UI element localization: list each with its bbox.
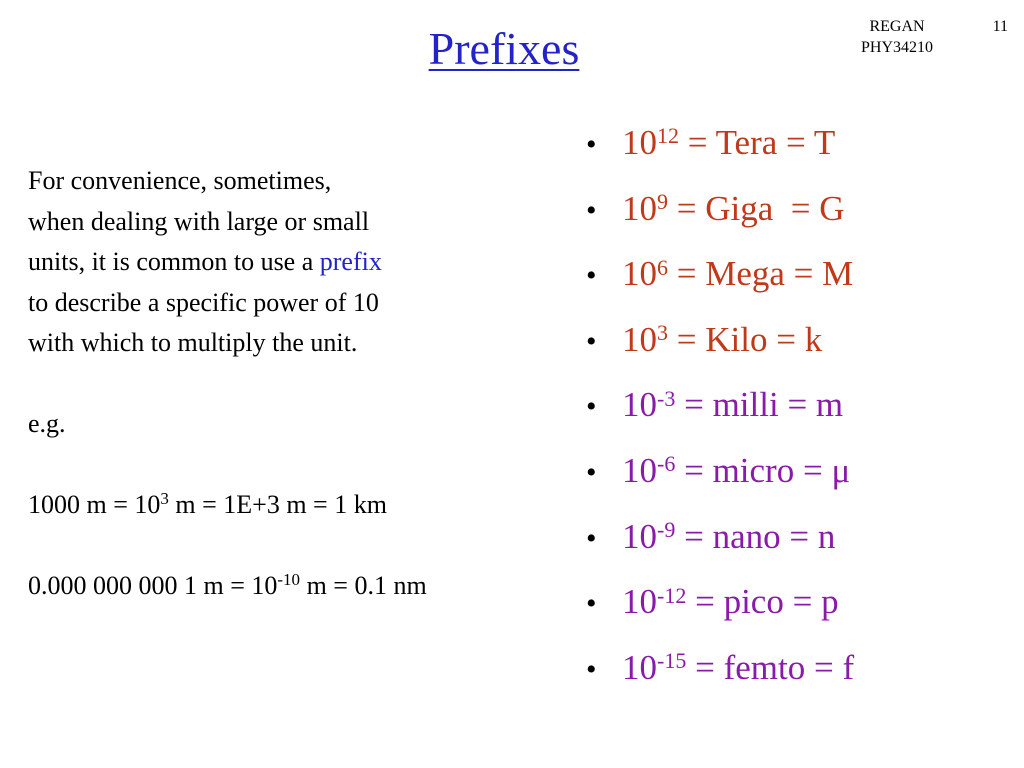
explanation-text	[28, 161, 573, 607]
text-line: when dealing with large or small	[28, 206, 370, 236]
prefix-item	[586, 241, 1016, 307]
bullet-icon: •	[586, 390, 597, 424]
prefix-definition: = Giga = G	[668, 188, 845, 228]
exponent: 3	[160, 489, 169, 509]
author-label: REGAN	[869, 18, 925, 35]
course-code: PHY34210	[860, 39, 933, 56]
spacer	[28, 526, 573, 567]
prefix-exponent: 6	[657, 254, 668, 280]
prefix-base: 10	[622, 647, 657, 687]
prefix-definition: = milli = m	[675, 385, 844, 425]
prefix-item	[586, 110, 1016, 176]
prefix-definition: = Tera = T	[679, 123, 836, 162]
prefix-item	[586, 372, 1016, 438]
slide-number: 11	[992, 18, 1008, 35]
text-line: For convenience, sometimes,	[28, 166, 332, 195]
bullet-icon: •	[586, 193, 597, 227]
text-line	[28, 242, 573, 283]
prefix-base: 10	[622, 450, 657, 490]
prefix-exponent: -3	[657, 385, 676, 411]
prefix-exponent: -15	[657, 648, 687, 674]
prefix-item	[586, 307, 1016, 373]
bullet-icon: •	[586, 259, 597, 293]
prefix-definition: = nano = n	[675, 516, 836, 556]
text-line: to describe a specific power of 10	[28, 287, 379, 317]
prefix-base: 10	[622, 254, 657, 294]
prefix-definition: = micro = μ	[675, 450, 851, 490]
prefix-exponent: 9	[657, 188, 668, 214]
spacer	[28, 364, 573, 405]
prefix-definition: = pico = p	[686, 582, 839, 622]
prefix-base: 10	[622, 516, 657, 556]
spacer	[28, 445, 573, 486]
text-fragment: 1000 m = 10	[28, 490, 161, 519]
bullet-icon: •	[586, 587, 597, 621]
prefix-keyword: prefix	[319, 247, 382, 276]
prefix-base: 10	[622, 188, 657, 228]
prefix-list	[586, 110, 1016, 700]
prefix-base: 10	[622, 123, 657, 162]
slide-title: Prefixes	[428, 23, 580, 74]
text-fragment: 0.000 000 000 1 m = 10	[28, 571, 278, 600]
text-fragment: units, it is common to use a	[28, 247, 320, 276]
prefix-item	[586, 635, 1016, 701]
prefix-definition: = Kilo = k	[668, 319, 823, 359]
bullet-icon: •	[586, 324, 597, 358]
prefix-exponent: 3	[657, 320, 668, 346]
exponent: -10	[277, 570, 301, 590]
prefix-definition: = femto = f	[686, 647, 855, 687]
text-line: with which to multiply the unit.	[28, 328, 358, 357]
prefix-item	[586, 176, 1016, 242]
prefix-exponent: -6	[657, 451, 676, 477]
prefix-exponent: -12	[657, 582, 687, 608]
prefix-exponent: -9	[657, 516, 676, 542]
prefix-item	[586, 438, 1016, 504]
example-nanometer	[28, 566, 573, 607]
prefix-base: 10	[622, 385, 657, 425]
bullet-icon: •	[586, 128, 597, 161]
example-kilometer	[28, 485, 573, 526]
prefix-item	[586, 569, 1016, 635]
prefix-definition: = Mega = M	[668, 254, 854, 294]
prefix-exponent: 12	[657, 123, 679, 149]
bullet-icon: •	[586, 652, 597, 686]
bullet-icon: •	[586, 521, 597, 555]
prefix-base: 10	[622, 319, 657, 359]
prefix-item	[586, 504, 1016, 570]
bullet-icon: •	[586, 455, 597, 489]
example-label: e.g.	[28, 409, 66, 438]
text-fragment: m = 0.1 nm	[300, 571, 427, 600]
text-fragment: m = 1E+3 m = 1 km	[168, 490, 387, 519]
prefix-base: 10	[622, 582, 657, 622]
